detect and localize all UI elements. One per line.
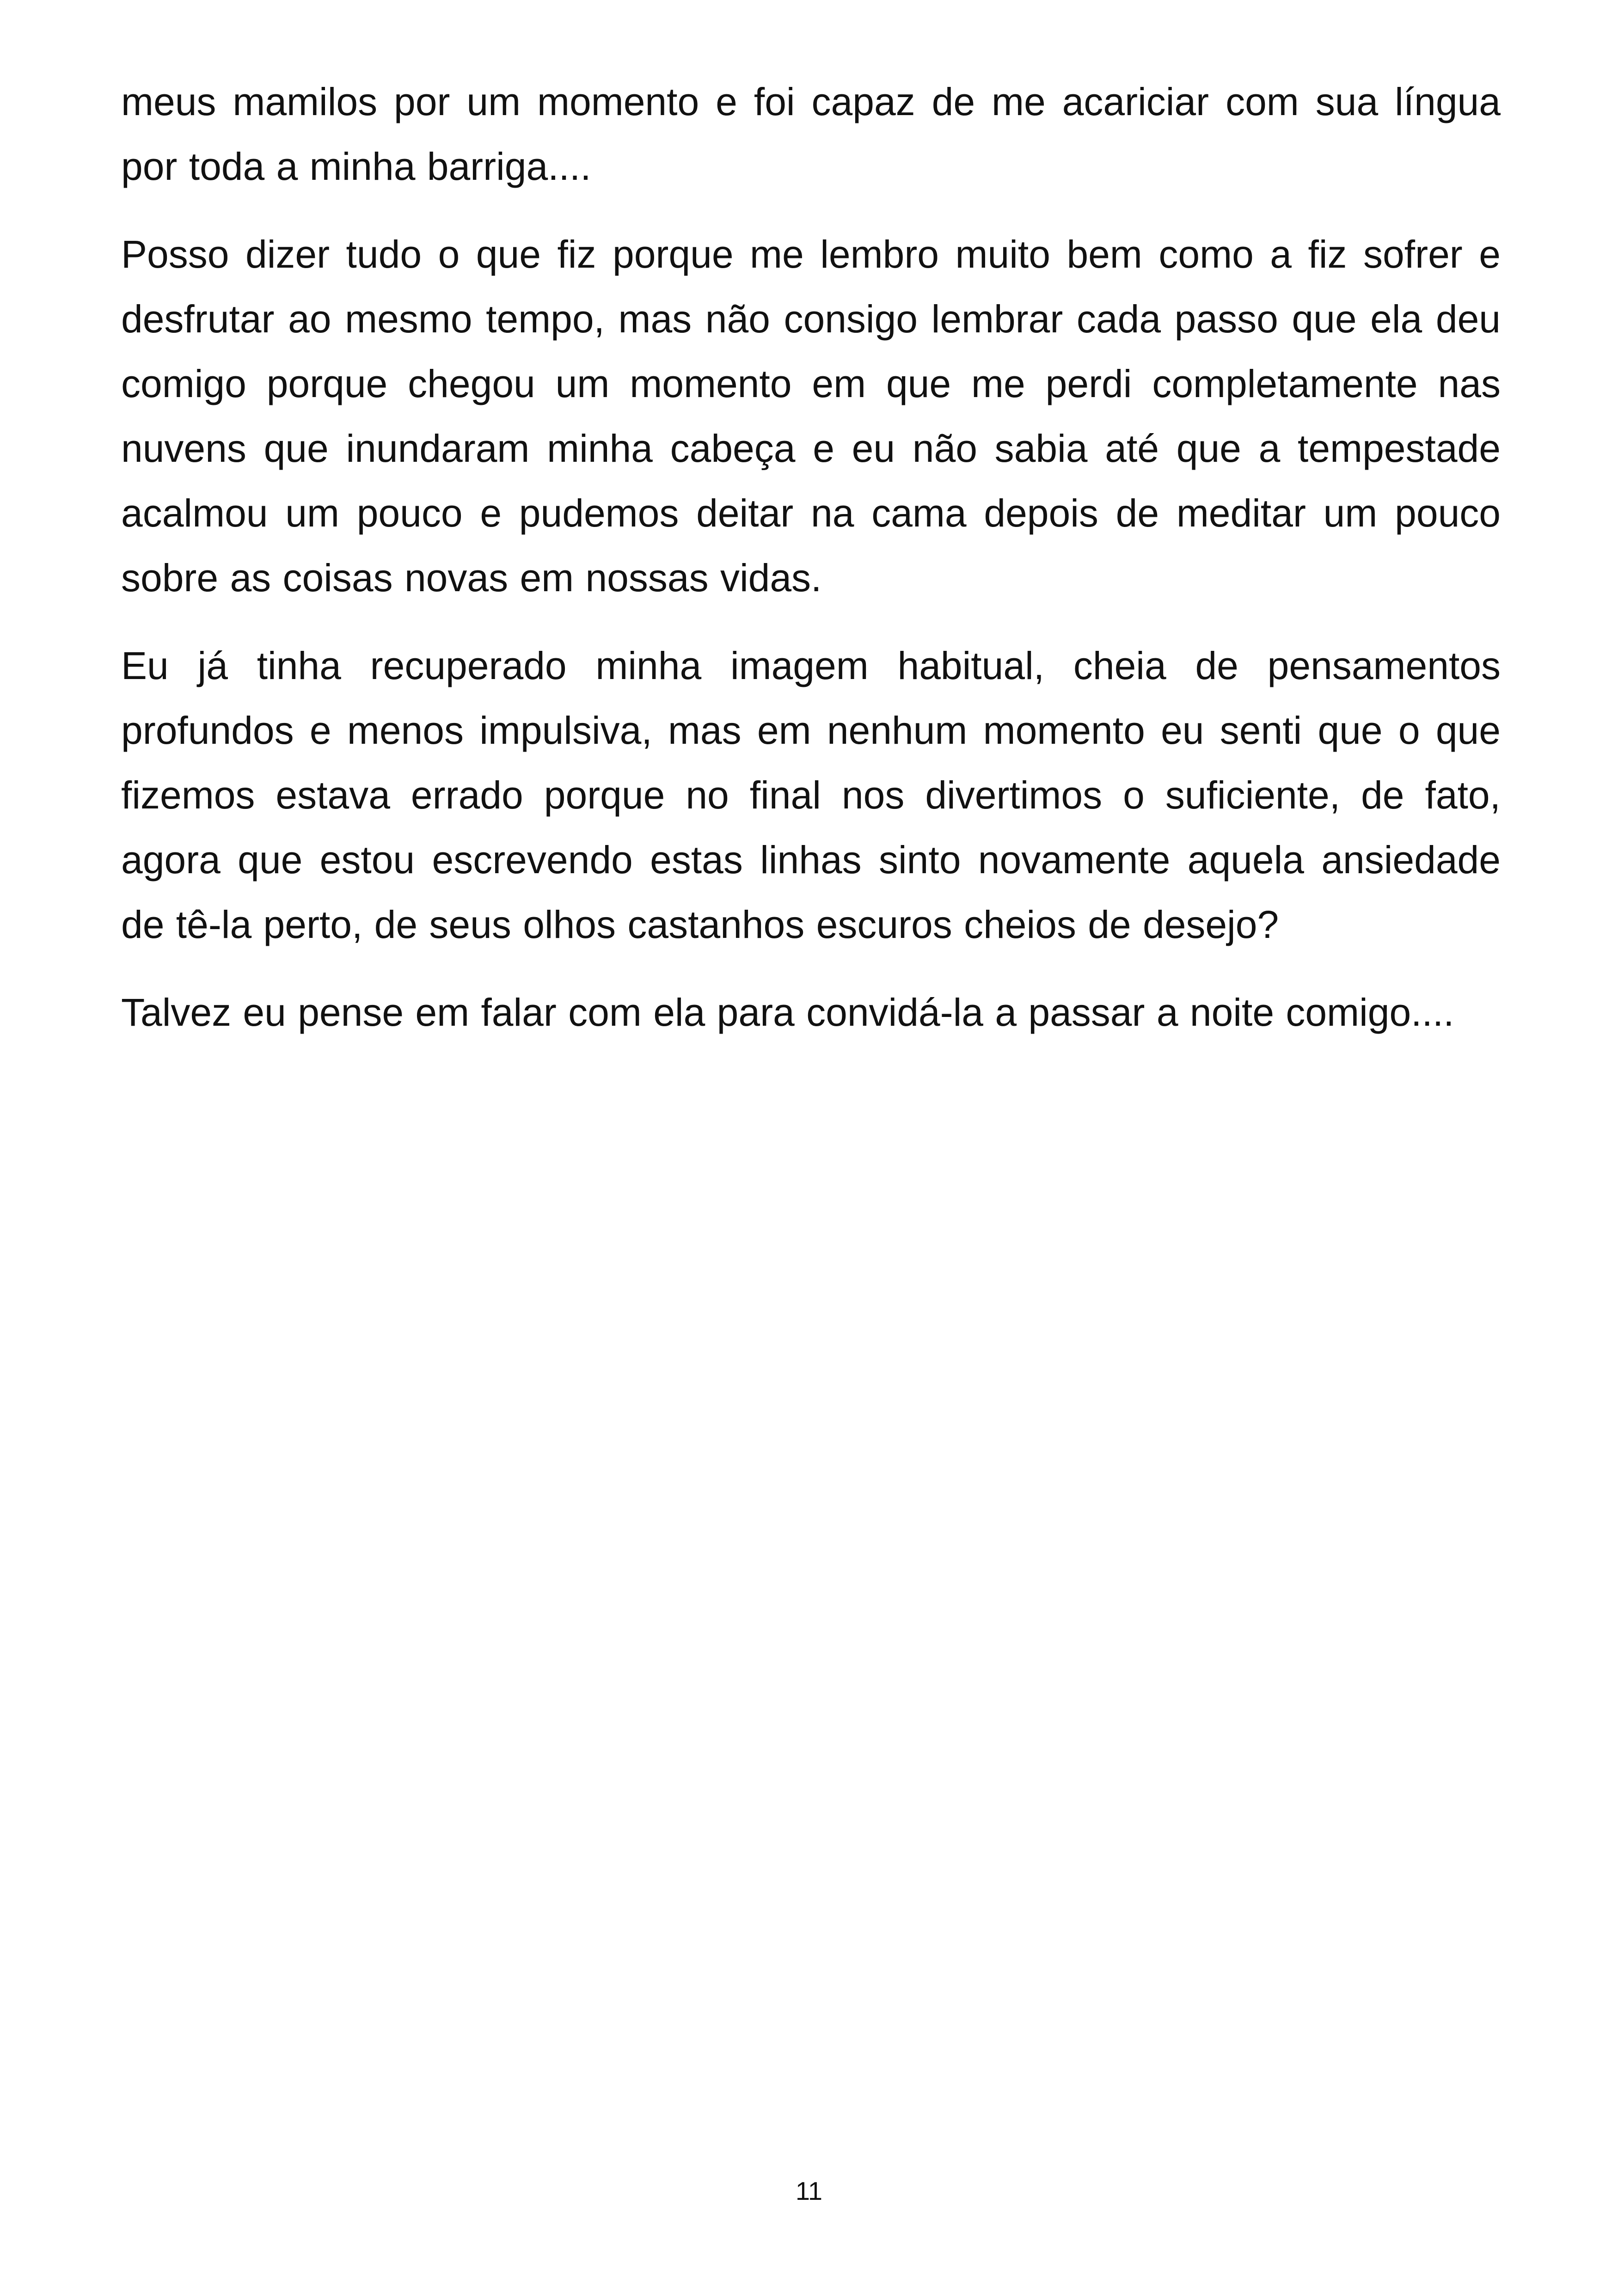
paragraph: meus mamilos por um momento e foi capaz de me acariciar com sua língua por toda a minha barriga.... <box>121 80 1501 188</box>
paragraph: Eu já tinha recuperado minha imagem habitual, cheia de pensamentos profundos e menos impulsiva, mas em nenhum momento eu senti que o que fizemos estava errado porque no final nos divertimos o suficiente, de fato, agora que estou escrevendo estas linhas sinto novamente aquela ansiedade de tê-la perto, de seus olhos castanhos escuros cheios de desejo? <box>121 644 1501 946</box>
paragraph: Talvez eu pense em falar com ela para convidá-la a passar a noite comigo.... <box>121 991 1454 1034</box>
paragraph: Posso dizer tudo o que fiz porque me lembro muito bem como a fiz sofrer e desfrutar ao mesmo tempo, mas não consigo lembrar cada passo que ela deu comigo porque chegou um momento em que me perdi completamente nas nuvens que inundaram minha cabeça e eu não sabia até que a tempestade acalmou um pouco e pudemos deitar na cama depois de meditar um pouco sobre as coisas novas em nossas vidas. <box>121 233 1501 600</box>
page-number: 11 <box>795 2176 823 2205</box>
body-text <box>121 69 1501 1068</box>
